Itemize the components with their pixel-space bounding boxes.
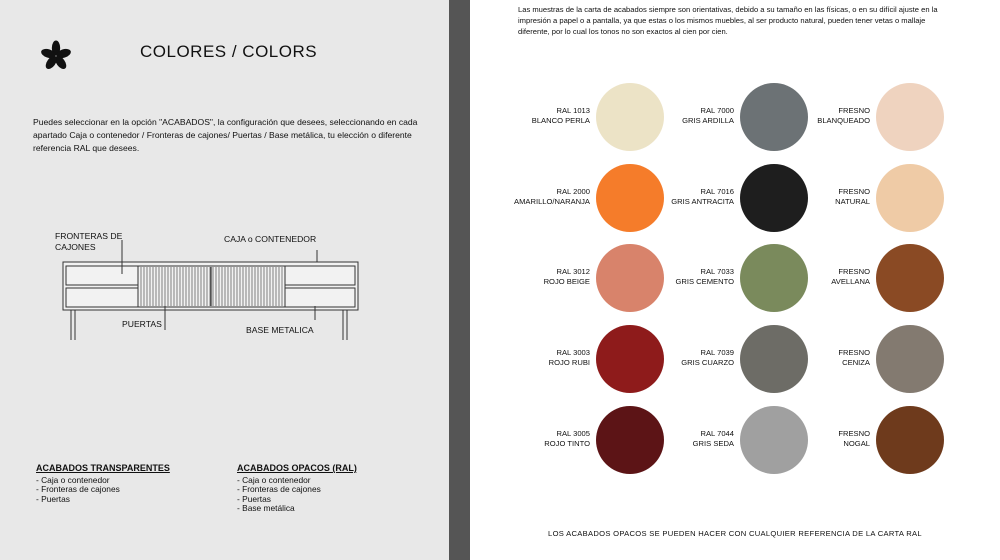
swatch-label <box>644 187 734 206</box>
swatch-code: RAL 3012 <box>556 267 590 276</box>
box-label: CAJA o CONTENEDOR <box>224 234 317 244</box>
transparent-heading: ACABADOS TRANSPARENTES <box>36 463 170 473</box>
sideboard-diagram <box>55 240 375 350</box>
page-gutter <box>449 0 470 560</box>
swatch-code: RAL 7044 <box>700 429 734 438</box>
list-item: - Fronteras de cajones <box>36 484 120 495</box>
flower-logo-icon <box>40 40 72 72</box>
swatch-name: GRIS CEMENTO <box>675 276 734 286</box>
doors-label: PUERTAS <box>122 319 162 329</box>
transparent-finishes <box>36 464 170 504</box>
color-swatch <box>876 83 944 151</box>
color-swatch <box>876 406 944 474</box>
opaque-heading: ACABADOS OPACOS (RAL) <box>237 463 357 473</box>
swatch-name: BLANQUEADO <box>817 115 870 125</box>
swatch-name: NOGAL <box>843 438 870 448</box>
swatch-name: BLANCO PERLA <box>531 115 590 125</box>
swatch-label <box>500 267 590 286</box>
right-page <box>470 0 1000 560</box>
swatch-label <box>500 106 590 125</box>
list-item: - Puertas <box>36 493 70 504</box>
list-item: - Caja o contenedor <box>36 474 110 485</box>
swatch-name: GRIS SEDA <box>692 438 734 448</box>
color-swatch <box>876 164 944 232</box>
swatch-label <box>500 429 590 448</box>
disclaimer-text: Las muestras de la carta de acabados siempre son orientativas, debido a su tamaño en las físicas, o en su difícil ajuste en la impresión a papel o a pantalla, ya que estas o los mismos muebles, al ser producto natural, pueden tener vetas o mallaje diferente, por lo cual los tonos no son exactos al cien por cien. <box>518 5 938 36</box>
swatch-code: RAL 1013 <box>556 106 590 115</box>
swatch-label <box>500 348 590 367</box>
swatch-code: RAL 7039 <box>700 348 734 357</box>
swatch-code: FRESNO <box>838 106 870 115</box>
swatch-code: RAL 3005 <box>556 429 590 438</box>
base-label: BASE METALICA <box>246 325 314 335</box>
swatch-label <box>500 187 590 206</box>
swatch-label <box>780 267 870 286</box>
list-item: - Puertas <box>237 493 271 504</box>
swatch-label <box>644 429 734 448</box>
swatch-name: GRIS ARDILLA <box>682 115 734 125</box>
swatch-code: RAL 7016 <box>700 187 734 196</box>
page-title: COLORES / COLORS <box>140 42 318 61</box>
swatch-code: FRESNO <box>838 187 870 196</box>
list-item: - Fronteras de cajones <box>237 484 321 495</box>
footer-note: LOS ACABADOS OPACOS SE PUEDEN HACER CON CUALQUIER REFERENCIA DE LA CARTA RAL <box>548 529 922 538</box>
swatch-label <box>780 429 870 448</box>
swatch-name: ROJO RUBI <box>548 357 590 367</box>
swatch-name: ROJO TINTO <box>544 438 590 448</box>
swatch-code: RAL 7033 <box>700 267 734 276</box>
swatch-code: FRESNO <box>838 348 870 357</box>
swatch-code: RAL 7000 <box>700 106 734 115</box>
swatch-label <box>644 106 734 125</box>
list-item: - Base metálica <box>237 503 295 514</box>
swatch-name: ROJO BEIGE <box>543 276 590 286</box>
swatch-code: RAL 3003 <box>556 348 590 357</box>
swatch-code: FRESNO <box>838 267 870 276</box>
color-swatch <box>876 244 944 312</box>
color-swatch <box>876 325 944 393</box>
left-page <box>0 0 449 560</box>
swatch-label <box>780 187 870 206</box>
swatch-label <box>644 348 734 367</box>
swatch-label <box>644 267 734 286</box>
list-item: - Caja o contenedor <box>237 474 311 485</box>
swatch-label <box>780 106 870 125</box>
intro-text: Puedes seleccionar en la opción "ACABADOS", la configuración que desees, seleccionando en cada apartado Caja o contenedor / Fronteras de cajones/ Puertas / Base metálica, tu elección o diferente referencia RAL que desees. <box>33 117 418 153</box>
swatch-code: FRESNO <box>838 429 870 438</box>
swatch-name: AVELLANA <box>831 276 870 286</box>
swatch-name: GRIS CUARZO <box>681 357 734 367</box>
swatch-name: GRIS ANTRACITA <box>671 196 734 206</box>
swatch-name: NATURAL <box>835 196 870 206</box>
swatch-name: AMARILLO/NARANJA <box>514 196 590 206</box>
drawer-fronts-label: FRONTERAS DE CAJONES <box>55 231 123 252</box>
swatch-name: CENIZA <box>842 357 870 367</box>
swatch-code: RAL 2000 <box>556 187 590 196</box>
opaque-finishes <box>237 464 357 514</box>
swatch-label <box>780 348 870 367</box>
